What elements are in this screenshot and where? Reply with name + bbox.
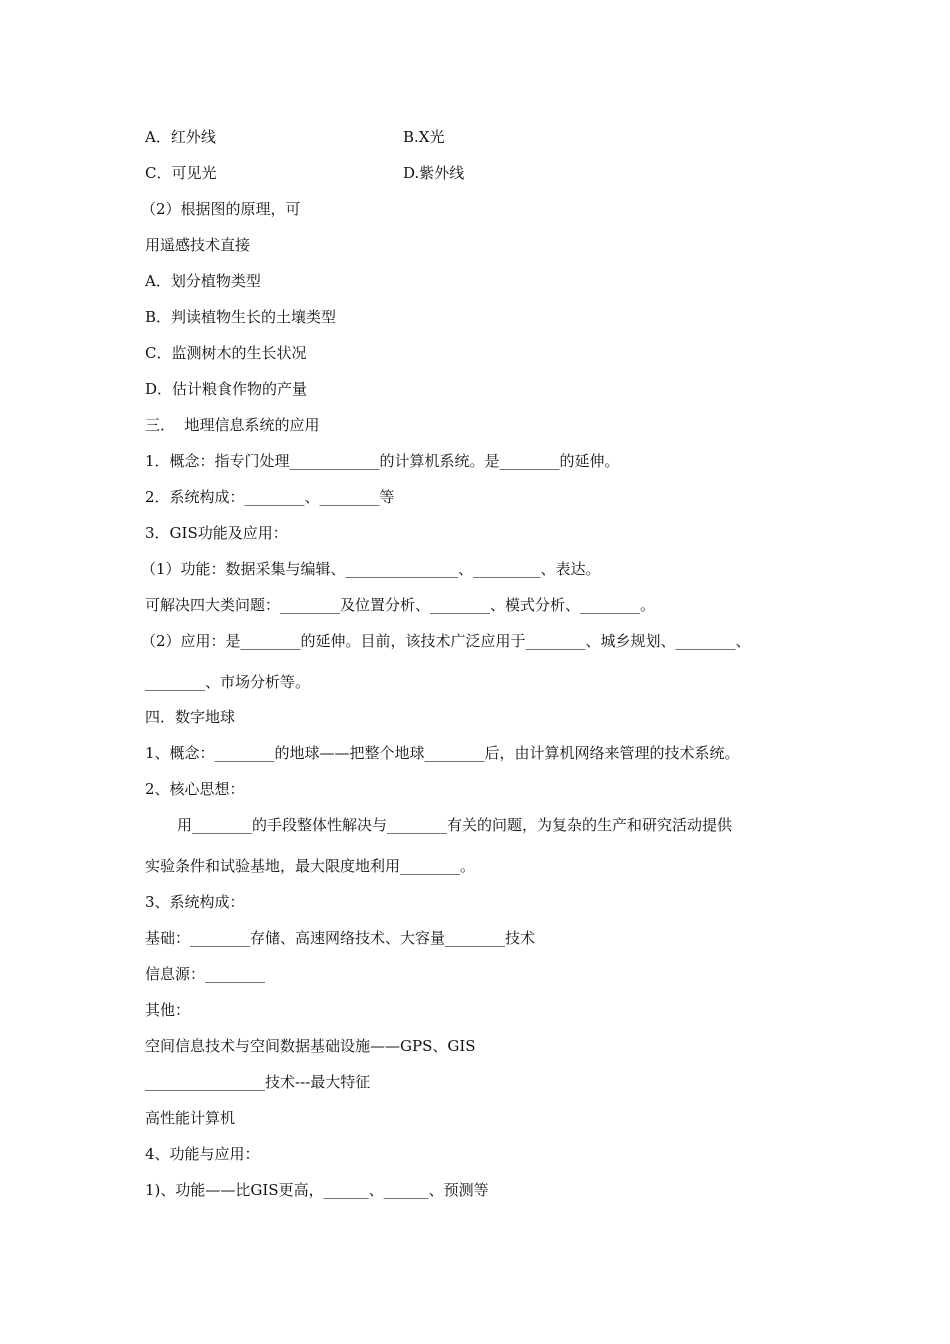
- option-c: C．可见光: [145, 164, 217, 182]
- core-idea-text: 用________的手段整体性解决与________有关的问题，为复杂的生产和研究活动提供: [177, 816, 733, 834]
- system-base: 基础：________存储、高速网络技术、大容量________技术: [145, 929, 536, 947]
- digital-earth-concept: 1、概念：________的地球——把整个地球________后，由计算机网络来管理的技术系统。: [145, 744, 740, 762]
- gis-applications: （2）应用：是________的延伸。目前，该技术广泛应用于________、城乡规划、________、: [141, 632, 751, 650]
- system-components-title: 3、系统构成：: [145, 893, 245, 911]
- q2-option-b: B．判读植物生长的土壤类型: [145, 308, 337, 326]
- core-idea-title: 2、核心思想：: [145, 780, 245, 798]
- section-4-heading: 四．数字地球: [145, 708, 236, 726]
- question-2-stem-cont: 用遥感技术直接: [145, 236, 251, 254]
- section-3-heading: 三． 地理信息系统的应用: [145, 416, 320, 434]
- q2-option-c: C．监测树木的生长状况: [145, 344, 307, 362]
- system-other: 其他：: [145, 1001, 191, 1019]
- key-feature-tech: ________________技术---最大特征: [145, 1073, 371, 1091]
- q2-option-a: A．划分植物类型: [145, 272, 261, 290]
- option-d: D.紫外线: [403, 164, 465, 182]
- gis-problems: 可解决四大类问题：________及位置分析、________、模式分析、________。: [145, 596, 656, 614]
- option-a: A．红外线: [145, 128, 216, 146]
- function-detail: 1)、功能——比GIS更高，______、______、预测等: [145, 1181, 489, 1199]
- gis-applications-cont: ________、市场分析等。: [145, 673, 311, 691]
- gis-functions: （1）功能：数据采集与编辑、_______________、_________、表达。: [141, 560, 601, 578]
- gis-components: 2．系统构成：________、________等: [145, 488, 395, 506]
- gis-concept: 1．概念：指专门处理____________的计算机系统。是________的延伸。: [145, 452, 620, 470]
- option-b: B.X光: [403, 128, 445, 146]
- q2-option-d: D．估计粮食作物的产量: [145, 380, 308, 398]
- spatial-info-tech: 空间信息技术与空间数据基础设施——GPS、GIS: [145, 1037, 476, 1055]
- function-application-title: 4、功能与应用：: [145, 1145, 260, 1163]
- question-2-stem: （2）根据图的原理，可: [141, 200, 301, 218]
- high-performance-computer: 高性能计算机: [145, 1109, 236, 1127]
- gis-function-title: 3．GIS功能及应用：: [145, 524, 288, 542]
- system-source: 信息源：________: [145, 965, 266, 983]
- core-idea-text-cont: 实验条件和试验基地，最大限度地利用________。: [145, 857, 476, 875]
